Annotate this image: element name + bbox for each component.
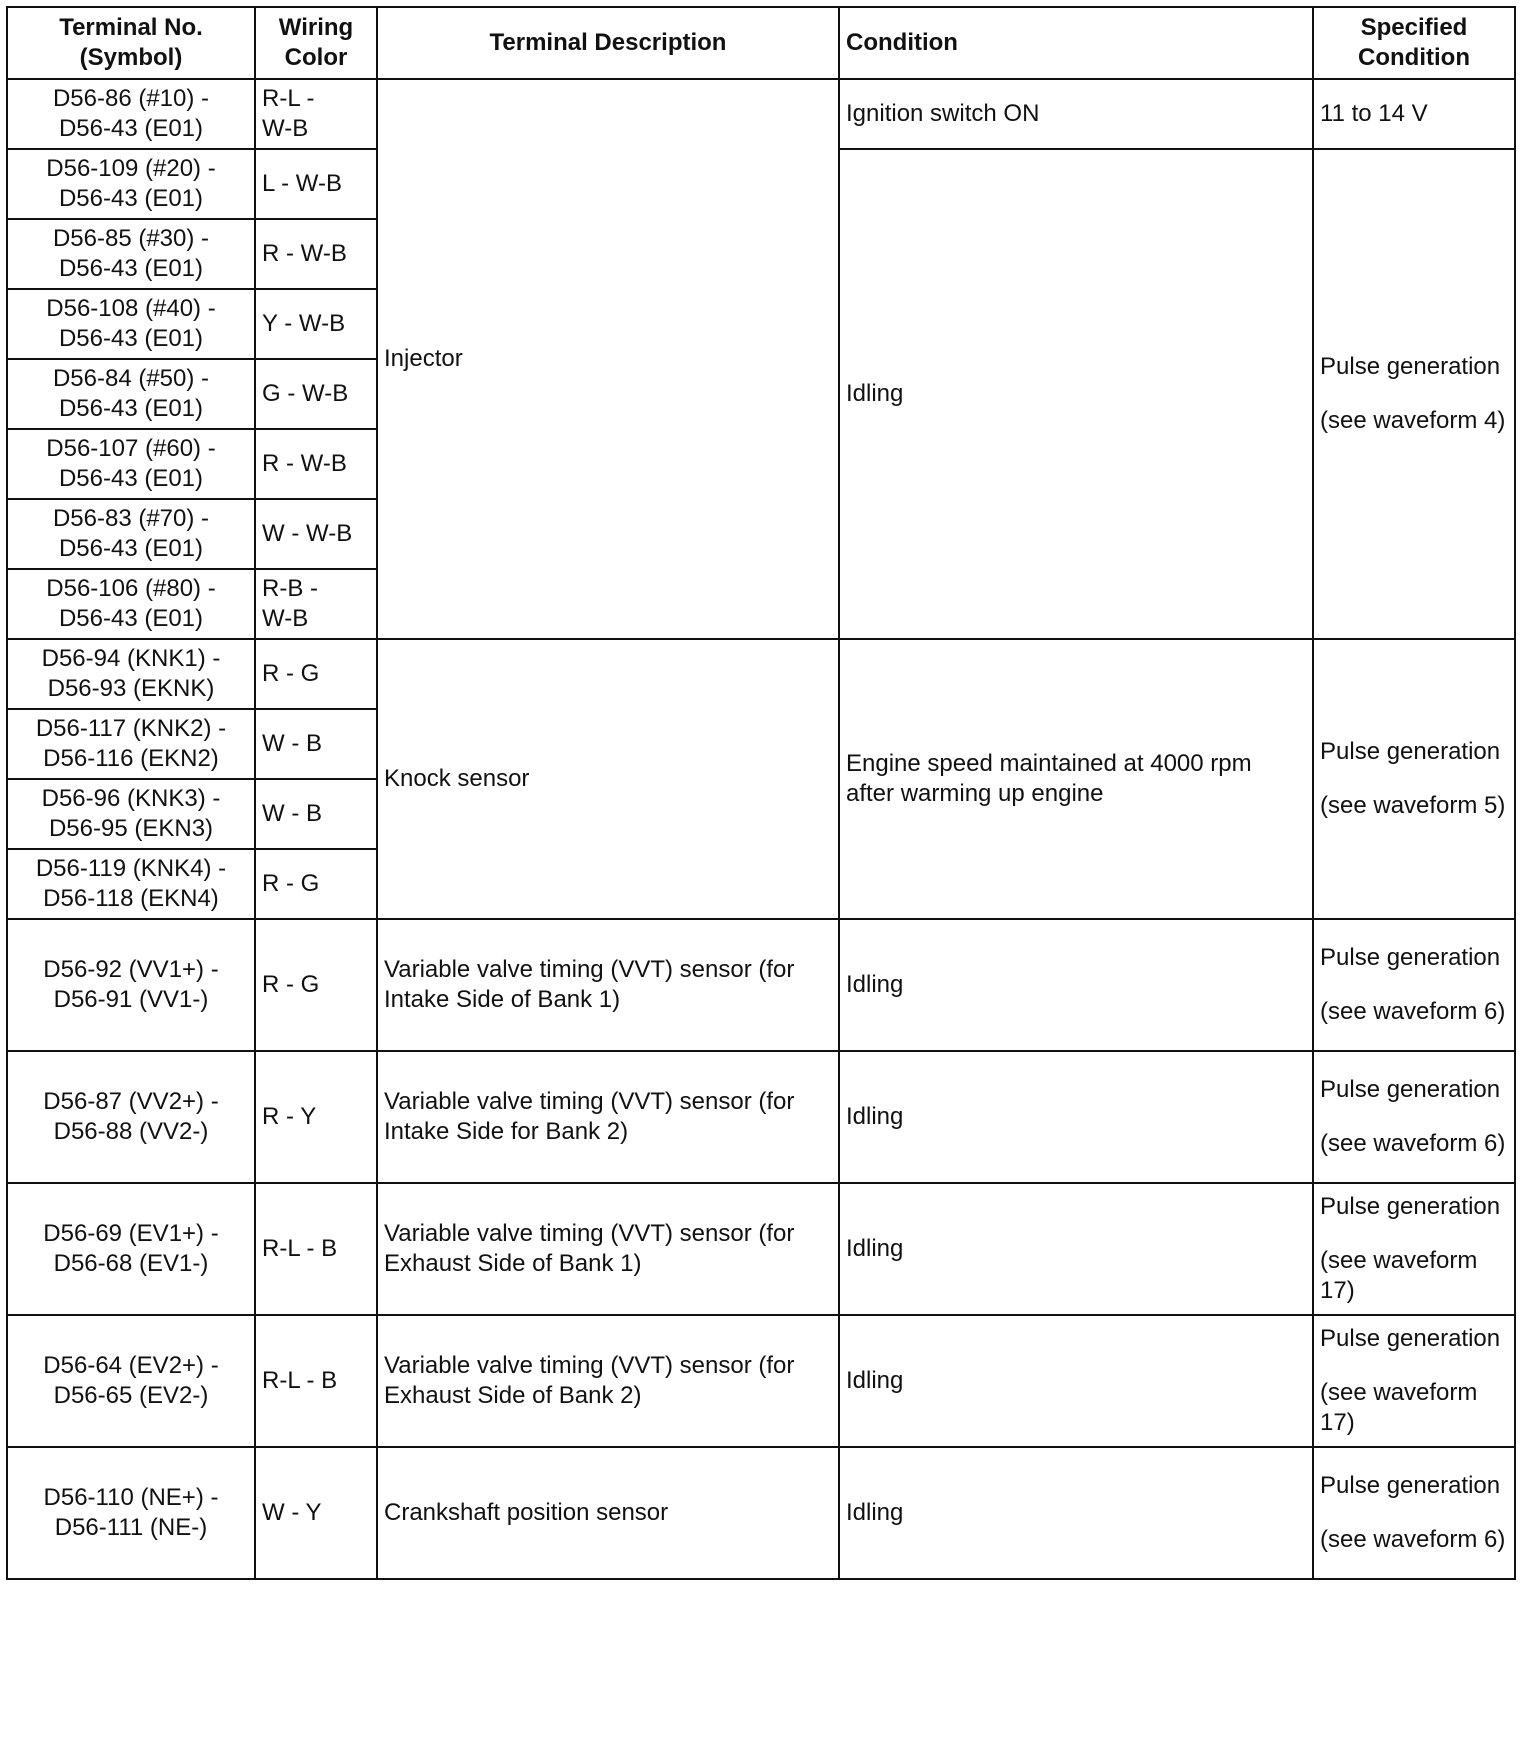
spec-waveform-ref: (see waveform 4): [1320, 407, 1506, 434]
wiring-color-cell: R-B - W-B: [255, 569, 377, 639]
table-row: [7, 639, 1515, 709]
terminal-cell: D56-109 (#20) - D56-43 (E01): [7, 149, 255, 219]
terminal-cell: D56-92 (VV1+) - D56-91 (VV1-): [7, 919, 255, 1051]
wiring-color-cell: L - W-B: [255, 149, 377, 219]
terminal-cell: D56-117 (KNK2) - D56-116 (EKN2): [7, 709, 255, 779]
terminal-cell: D56-69 (EV1+) - D56-68 (EV1-): [7, 1183, 255, 1315]
spec-waveform-ref: (see waveform 6): [1320, 998, 1506, 1025]
terminal-cell: D56-110 (NE+) - D56-111 (NE-): [7, 1447, 255, 1579]
wiring-color-cell: W - W-B: [255, 499, 377, 569]
table-row: [7, 1315, 1515, 1447]
specified-condition-cell: [1313, 149, 1515, 639]
description-cell-knock-sensor: Knock sensor: [377, 639, 839, 919]
spec-waveform-ref: (see waveform 5): [1320, 792, 1506, 819]
terminal-spec-table: [6, 6, 1516, 1580]
terminal-cell: D56-87 (VV2+) - D56-88 (VV2-): [7, 1051, 255, 1183]
terminal-cell: D56-86 (#10) - D56-43 (E01): [7, 79, 255, 149]
condition-cell: Idling: [839, 1315, 1313, 1447]
wiring-color-cell: R - G: [255, 919, 377, 1051]
wiring-color-cell: R - G: [255, 849, 377, 919]
table-row: [7, 1051, 1515, 1183]
terminal-cell: D56-85 (#30) - D56-43 (E01): [7, 219, 255, 289]
specified-condition-cell: [1313, 1447, 1515, 1579]
description-cell: Crankshaft position sensor: [377, 1447, 839, 1579]
wiring-color-cell: W - B: [255, 779, 377, 849]
table-row: [7, 79, 1515, 149]
condition-cell: Idling: [839, 149, 1313, 639]
condition-cell: Idling: [839, 1051, 1313, 1183]
specified-condition-cell: [1313, 1183, 1515, 1315]
description-cell: Variable valve timing (VVT) sensor (for Exhaust Side of Bank 2): [377, 1315, 839, 1447]
spec-waveform-ref: (see waveform 6): [1320, 1130, 1506, 1157]
header-terminal: Terminal No. (Symbol): [7, 7, 255, 79]
spec-pulse-text: Pulse generation: [1320, 1193, 1501, 1220]
spec-pulse-text: Pulse generation: [1320, 1472, 1501, 1499]
specified-condition-cell: [1313, 1315, 1515, 1447]
header-wiring-color: Wiring Color: [255, 7, 377, 79]
description-cell: Variable valve timing (VVT) sensor (for Exhaust Side of Bank 1): [377, 1183, 839, 1315]
terminal-cell: D56-64 (EV2+) - D56-65 (EV2-): [7, 1315, 255, 1447]
description-cell: Variable valve timing (VVT) sensor (for Intake Side of Bank 1): [377, 919, 839, 1051]
spec-pulse-text: Pulse generation: [1320, 738, 1501, 765]
spec-pulse-text: Pulse generation: [1320, 353, 1501, 380]
wiring-color-cell: R-L - W-B: [255, 79, 377, 149]
table-row: [7, 1183, 1515, 1315]
description-cell-injector: Injector: [377, 79, 839, 639]
wiring-color-cell: R - W-B: [255, 429, 377, 499]
description-cell: Variable valve timing (VVT) sensor (for Intake Side for Bank 2): [377, 1051, 839, 1183]
terminal-cell: D56-108 (#40) - D56-43 (E01): [7, 289, 255, 359]
terminal-cell: D56-106 (#80) - D56-43 (E01): [7, 569, 255, 639]
header-specified-condition: Specified Condition: [1313, 7, 1515, 79]
wiring-color-cell: R-L - B: [255, 1183, 377, 1315]
spec-waveform-ref: (see waveform 17): [1320, 1247, 1478, 1304]
condition-cell: Idling: [839, 1447, 1313, 1579]
wiring-color-cell: W - B: [255, 709, 377, 779]
spec-pulse-text: Pulse generation: [1320, 1076, 1501, 1103]
terminal-spec-table-container: [6, 6, 1514, 1580]
specified-condition-cell: [1313, 919, 1515, 1051]
terminal-cell: D56-119 (KNK4) - D56-118 (EKN4): [7, 849, 255, 919]
table-row: [7, 1447, 1515, 1579]
terminal-cell: D56-94 (KNK1) - D56-93 (EKNK): [7, 639, 255, 709]
spec-waveform-ref: (see waveform 17): [1320, 1379, 1478, 1436]
header-terminal-description: Terminal Description: [377, 7, 839, 79]
wiring-color-cell: R - G: [255, 639, 377, 709]
header-condition: Condition: [839, 7, 1313, 79]
terminal-cell: D56-107 (#60) - D56-43 (E01): [7, 429, 255, 499]
condition-cell: Engine speed maintained at 4000 rpm after warming up engine: [839, 639, 1313, 919]
specified-condition-cell: [1313, 639, 1515, 919]
specified-condition-cell: 11 to 14 V: [1313, 79, 1515, 149]
wiring-color-cell: Y - W-B: [255, 289, 377, 359]
spec-pulse-text: Pulse generation: [1320, 1325, 1501, 1352]
wiring-color-cell: R - W-B: [255, 219, 377, 289]
wiring-color-cell: G - W-B: [255, 359, 377, 429]
terminal-cell: D56-84 (#50) - D56-43 (E01): [7, 359, 255, 429]
header-row: [7, 7, 1515, 79]
spec-pulse-text: Pulse generation: [1320, 944, 1501, 971]
condition-cell: Idling: [839, 1183, 1313, 1315]
spec-waveform-ref: (see waveform 6): [1320, 1526, 1506, 1553]
specified-condition-cell: [1313, 1051, 1515, 1183]
wiring-color-cell: R-L - B: [255, 1315, 377, 1447]
terminal-cell: D56-83 (#70) - D56-43 (E01): [7, 499, 255, 569]
terminal-cell: D56-96 (KNK3) - D56-95 (EKN3): [7, 779, 255, 849]
condition-cell: Idling: [839, 919, 1313, 1051]
table-row: [7, 919, 1515, 1051]
condition-cell: Ignition switch ON: [839, 79, 1313, 149]
wiring-color-cell: W - Y: [255, 1447, 377, 1579]
wiring-color-cell: R - Y: [255, 1051, 377, 1183]
